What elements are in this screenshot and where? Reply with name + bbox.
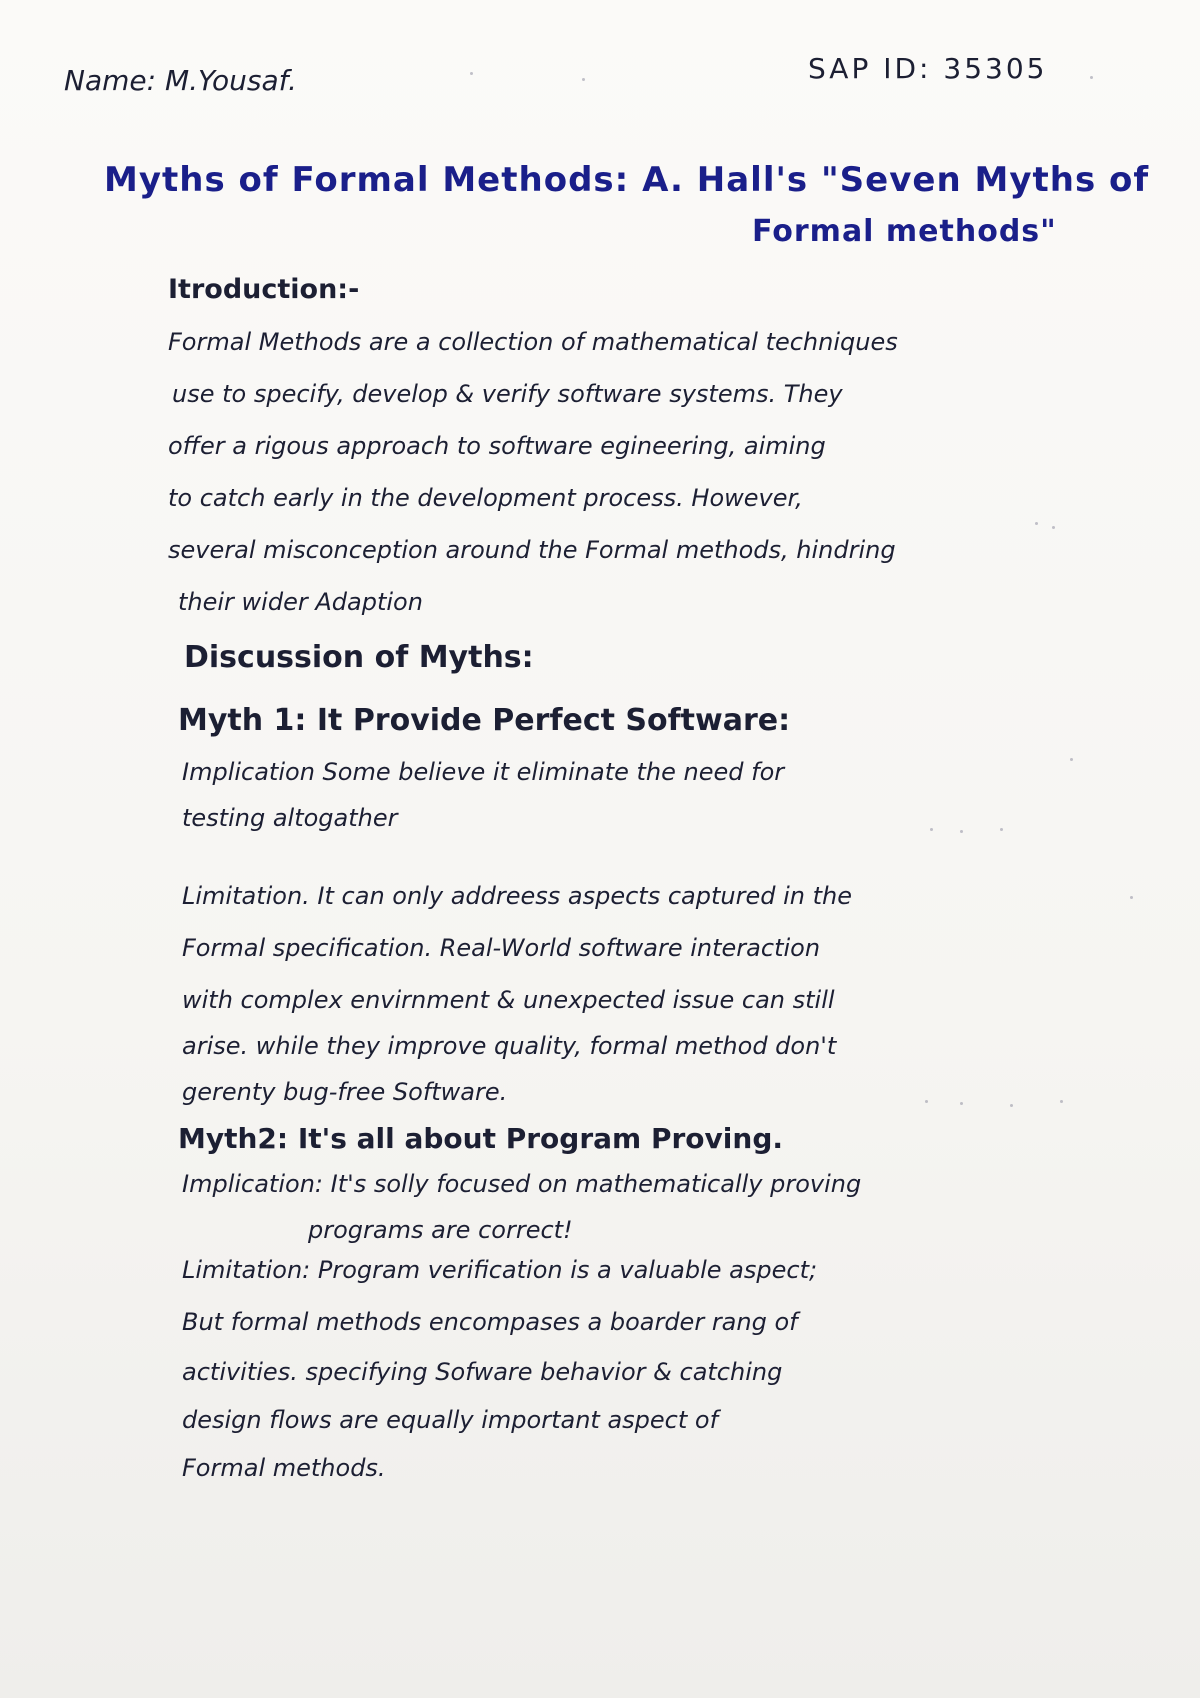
scan-speck: [582, 78, 585, 81]
myth2-implication-line: Implication: It's solly focused on mathematically proving: [182, 1170, 862, 1198]
myth2-limitation-line: Limitation: Program verification is a valuable aspect;: [182, 1256, 818, 1284]
introduction-heading: Itroduction:-: [168, 274, 360, 305]
myth2-limitation-line: Formal methods.: [182, 1454, 386, 1482]
myth2-limitation-line: design flows are equally important aspect of: [182, 1406, 719, 1434]
scan-speck: [1070, 758, 1073, 761]
scan-speck: [960, 830, 963, 833]
scan-speck: [930, 828, 933, 831]
intro-line: offer a rigous approach to software egineering, aiming: [168, 432, 826, 460]
scan-speck: [1010, 1104, 1013, 1107]
intro-line: their wider Adaption: [178, 588, 423, 616]
myth2-implication-line: programs are correct!: [308, 1216, 573, 1244]
myth1-limitation-line: gerenty bug-free Software.: [182, 1078, 508, 1106]
myth2-heading: Myth2: It's all about Program Proving.: [178, 1122, 783, 1155]
page-title-line-2: Formal methods": [752, 214, 1057, 249]
scan-speck: [1000, 828, 1003, 831]
scan-speck: [1090, 76, 1093, 79]
intro-line: to catch early in the development process. However,: [168, 484, 803, 512]
scan-speck: [1035, 522, 1038, 525]
myth1-implication-line: testing altogather: [182, 804, 398, 832]
scan-speck: [470, 72, 473, 75]
myth2-limitation-line: But formal methods encompases a boarder rang of: [182, 1308, 798, 1336]
intro-line: Formal Methods are a collection of mathematical techniques: [168, 328, 898, 356]
myth1-limitation-line: Limitation. It can only addreess aspects captured in the: [182, 882, 852, 910]
scan-speck: [925, 1100, 928, 1103]
intro-line: use to specify, develop & verify software systems. They: [172, 380, 843, 408]
scan-speck: [1052, 526, 1055, 529]
myth1-limitation-line: with complex envirnment & unexpected issue can still: [182, 986, 835, 1014]
scan-speck: [1060, 1100, 1063, 1103]
sap-id: SAP ID: 35305: [808, 52, 1048, 85]
scan-speck: [960, 1102, 963, 1105]
scan-speck: [1130, 896, 1133, 899]
myth2-limitation-line: activities. specifying Sofware behavior & catching: [182, 1358, 783, 1386]
myth1-heading: Myth 1: It Provide Perfect Software:: [178, 703, 791, 738]
myth1-limitation-line: Formal specification. Real-World software interaction: [182, 934, 821, 962]
myth1-limitation-line: arise. while they improve quality, formal method don't: [182, 1032, 837, 1060]
discussion-heading: Discussion of Myths:: [184, 640, 534, 675]
myth1-implication-line: Implication Some believe it eliminate the need for: [182, 758, 785, 786]
student-name: Name: M.Yousaf.: [64, 64, 297, 97]
page-title-line-1: Myths of Formal Methods: A. Hall's "Seven Myths of: [104, 160, 1150, 200]
intro-line: several misconception around the Formal methods, hindring: [168, 536, 896, 564]
